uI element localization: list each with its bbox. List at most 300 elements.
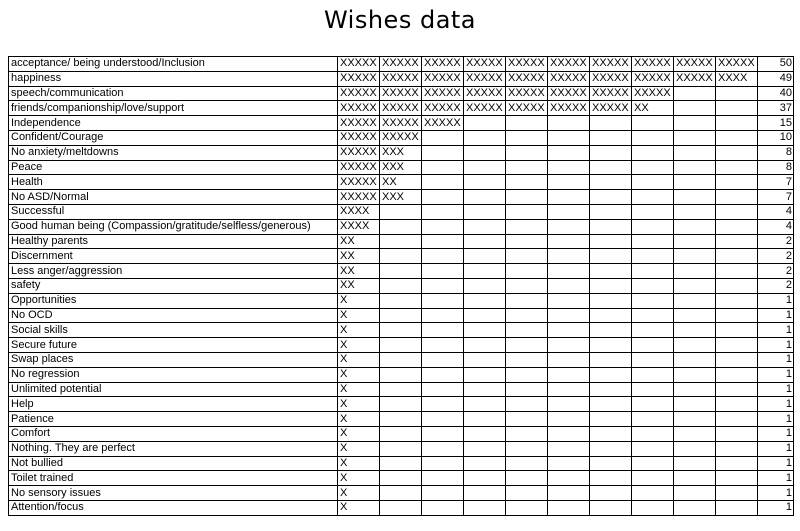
row-count: 7 — [758, 190, 794, 205]
tally-cell — [506, 456, 548, 471]
table-row — [9, 190, 794, 205]
tally-cell — [716, 500, 758, 515]
tally-cell — [506, 116, 548, 131]
tally-cell — [674, 426, 716, 441]
tally-cell: XXX — [380, 145, 422, 160]
tally-cell: XXXXX — [380, 71, 422, 86]
tally-cell — [506, 160, 548, 175]
tally-cell: XXXXX — [464, 71, 506, 86]
tally-cell — [506, 338, 548, 353]
tally-cell — [464, 160, 506, 175]
tally-cell — [716, 175, 758, 190]
tally-cell — [548, 456, 590, 471]
tally-cell — [548, 264, 590, 279]
tally-cell: XX — [632, 101, 674, 116]
tally-cell: X — [338, 486, 380, 501]
tally-cell — [674, 175, 716, 190]
row-label: Unlimited potential — [9, 382, 338, 397]
row-label: No ASD/Normal — [9, 190, 338, 205]
tally-cell — [548, 471, 590, 486]
tally-cell — [548, 426, 590, 441]
tally-cell: X — [338, 293, 380, 308]
tally-cell — [506, 130, 548, 145]
tally-cell — [716, 441, 758, 456]
tally-cell — [590, 130, 632, 145]
table-row — [9, 278, 794, 293]
row-label: No regression — [9, 367, 338, 382]
tally-cell — [464, 249, 506, 264]
tally-cell — [590, 308, 632, 323]
tally-cell — [632, 323, 674, 338]
tally-cell — [464, 412, 506, 427]
tally-cell — [590, 412, 632, 427]
row-label: Comfort — [9, 426, 338, 441]
tally-cell — [632, 397, 674, 412]
tally-cell — [464, 308, 506, 323]
tally-cell: X — [338, 500, 380, 515]
tally-cell — [506, 308, 548, 323]
tally-cell — [506, 293, 548, 308]
tally-cell: XXXXX — [590, 71, 632, 86]
tally-cell — [674, 278, 716, 293]
tally-cell — [548, 367, 590, 382]
tally-cell — [590, 486, 632, 501]
tally-cell — [674, 338, 716, 353]
tally-cell — [464, 278, 506, 293]
tally-cell — [464, 441, 506, 456]
tally-cell — [674, 323, 716, 338]
tally-cell — [632, 130, 674, 145]
tally-cell: XXXXX — [506, 101, 548, 116]
tally-cell: XXXXX — [422, 71, 464, 86]
tally-cell — [548, 219, 590, 234]
tally-cell: X — [338, 338, 380, 353]
tally-cell: X — [338, 382, 380, 397]
row-count: 7 — [758, 175, 794, 190]
tally-cell — [380, 264, 422, 279]
row-count: 1 — [758, 426, 794, 441]
tally-cell — [380, 367, 422, 382]
tally-cell — [590, 441, 632, 456]
tally-cell — [380, 323, 422, 338]
tally-cell — [506, 145, 548, 160]
row-label: Confident/Courage — [9, 130, 338, 145]
row-label: Health — [9, 175, 338, 190]
tally-cell — [380, 486, 422, 501]
tally-cell — [380, 352, 422, 367]
tally-cell — [548, 323, 590, 338]
tally-cell — [590, 278, 632, 293]
tally-cell — [632, 249, 674, 264]
tally-cell: XXXXX — [548, 57, 590, 72]
row-count: 1 — [758, 323, 794, 338]
tally-cell — [506, 323, 548, 338]
tally-cell — [716, 130, 758, 145]
tally-cell — [716, 264, 758, 279]
tally-cell — [716, 486, 758, 501]
tally-cell — [716, 278, 758, 293]
tally-cell — [464, 145, 506, 160]
tally-cell — [590, 175, 632, 190]
row-label: No sensory issues — [9, 486, 338, 501]
tally-cell — [422, 382, 464, 397]
table-row — [9, 367, 794, 382]
table-row — [9, 204, 794, 219]
tally-cell — [380, 219, 422, 234]
tally-cell — [674, 130, 716, 145]
table-row — [9, 412, 794, 427]
tally-cell — [506, 234, 548, 249]
row-count: 4 — [758, 204, 794, 219]
tally-cell — [674, 352, 716, 367]
tally-cell: XXXXX — [590, 86, 632, 101]
tally-cell: XXXXX — [464, 57, 506, 72]
table-row — [9, 86, 794, 101]
tally-cell — [716, 338, 758, 353]
tally-cell: XXXXX — [632, 71, 674, 86]
tally-cell — [674, 486, 716, 501]
tally-cell: XX — [338, 249, 380, 264]
tally-cell — [422, 175, 464, 190]
tally-cell: XXXXX — [422, 101, 464, 116]
tally-cell: X — [338, 471, 380, 486]
row-count: 1 — [758, 456, 794, 471]
tally-cell — [506, 278, 548, 293]
tally-cell — [506, 397, 548, 412]
tally-cell — [506, 426, 548, 441]
tally-cell — [548, 278, 590, 293]
tally-cell — [590, 264, 632, 279]
row-label: No anxiety/meltdowns — [9, 145, 338, 160]
tally-cell — [380, 308, 422, 323]
tally-cell: XXXXX — [632, 57, 674, 72]
tally-cell: X — [338, 412, 380, 427]
tally-cell — [716, 204, 758, 219]
tally-cell — [422, 130, 464, 145]
row-label: Attention/focus — [9, 500, 338, 515]
row-count: 2 — [758, 234, 794, 249]
row-count: 49 — [758, 71, 794, 86]
tally-cell: XXXXX — [338, 71, 380, 86]
tally-cell — [380, 397, 422, 412]
tally-cell — [548, 500, 590, 515]
tally-cell: XXXX — [338, 204, 380, 219]
tally-cell — [464, 382, 506, 397]
row-count: 8 — [758, 160, 794, 175]
tally-cell: XXXXX — [380, 130, 422, 145]
tally-cell — [506, 264, 548, 279]
tally-cell: XXXXX — [548, 86, 590, 101]
tally-cell — [716, 145, 758, 160]
tally-cell — [464, 352, 506, 367]
tally-cell: XXXXX — [338, 86, 380, 101]
tally-cell — [506, 352, 548, 367]
tally-cell — [506, 500, 548, 515]
tally-cell — [548, 234, 590, 249]
table-row — [9, 441, 794, 456]
tally-cell — [464, 338, 506, 353]
tally-cell — [674, 234, 716, 249]
tally-cell — [716, 219, 758, 234]
tally-cell — [422, 249, 464, 264]
tally-cell — [380, 456, 422, 471]
tally-cell: XXXXX — [464, 101, 506, 116]
row-label: Help — [9, 397, 338, 412]
tally-cell: X — [338, 397, 380, 412]
row-count: 1 — [758, 441, 794, 456]
tally-cell: XX — [338, 264, 380, 279]
tally-cell — [632, 352, 674, 367]
tally-cell — [716, 367, 758, 382]
row-label: speech/communication — [9, 86, 338, 101]
tally-cell — [716, 382, 758, 397]
tally-cell — [422, 426, 464, 441]
row-count: 1 — [758, 308, 794, 323]
row-label: Successful — [9, 204, 338, 219]
tally-cell — [548, 352, 590, 367]
tally-cell — [674, 219, 716, 234]
tally-cell — [716, 101, 758, 116]
tally-cell — [380, 234, 422, 249]
tally-cell — [674, 116, 716, 131]
tally-cell — [548, 412, 590, 427]
tally-cell — [632, 471, 674, 486]
table-row — [9, 426, 794, 441]
tally-cell — [632, 456, 674, 471]
tally-cell — [632, 145, 674, 160]
row-label: Toilet trained — [9, 471, 338, 486]
tally-cell: XXXXX — [422, 116, 464, 131]
table-row — [9, 130, 794, 145]
tally-cell — [590, 204, 632, 219]
tally-cell — [674, 367, 716, 382]
tally-cell — [422, 190, 464, 205]
tally-cell — [422, 338, 464, 353]
tally-cell — [422, 160, 464, 175]
table-row — [9, 116, 794, 131]
tally-cell: XXXX — [338, 219, 380, 234]
tally-cell — [422, 219, 464, 234]
row-count: 50 — [758, 57, 794, 72]
row-count: 10 — [758, 130, 794, 145]
tally-cell — [380, 338, 422, 353]
tally-cell — [380, 382, 422, 397]
tally-cell — [716, 234, 758, 249]
row-label: Peace — [9, 160, 338, 175]
tally-cell — [464, 456, 506, 471]
tally-cell: XXXXX — [380, 116, 422, 131]
tally-cell — [632, 204, 674, 219]
row-count: 1 — [758, 382, 794, 397]
tally-cell — [548, 293, 590, 308]
row-count: 15 — [758, 116, 794, 131]
row-label: friends/companionship/love/support — [9, 101, 338, 116]
page-title: Wishes data — [323, 6, 477, 34]
tally-cell — [716, 293, 758, 308]
tally-cell — [548, 190, 590, 205]
tally-cell — [674, 249, 716, 264]
tally-cell — [464, 397, 506, 412]
tally-cell: XXXXX — [380, 101, 422, 116]
tally-cell: XXXXX — [590, 57, 632, 72]
tally-cell: XXXXX — [338, 145, 380, 160]
row-label: acceptance/ being understood/Inclusion — [9, 57, 338, 72]
row-count: 2 — [758, 249, 794, 264]
tally-cell — [590, 367, 632, 382]
tally-cell — [674, 190, 716, 205]
tally-cell: X — [338, 441, 380, 456]
tally-cell — [674, 382, 716, 397]
row-label: Discernment — [9, 249, 338, 264]
tally-cell — [380, 412, 422, 427]
row-count: 1 — [758, 500, 794, 515]
tally-cell — [422, 352, 464, 367]
tally-cell — [506, 486, 548, 501]
tally-cell — [506, 204, 548, 219]
tally-cell — [590, 456, 632, 471]
tally-cell — [632, 382, 674, 397]
tally-cell — [380, 204, 422, 219]
tally-cell — [632, 308, 674, 323]
wishes-table — [8, 56, 794, 516]
tally-cell: XXXXX — [422, 57, 464, 72]
tally-cell — [716, 456, 758, 471]
row-label: Healthy parents — [9, 234, 338, 249]
row-count: 1 — [758, 486, 794, 501]
table-body — [9, 57, 794, 516]
table-row — [9, 264, 794, 279]
tally-cell — [422, 264, 464, 279]
table-row — [9, 175, 794, 190]
table-row — [9, 293, 794, 308]
tally-cell — [632, 338, 674, 353]
row-count: 1 — [758, 471, 794, 486]
tally-cell — [464, 264, 506, 279]
table-row — [9, 382, 794, 397]
tally-cell — [380, 471, 422, 486]
tally-cell — [674, 293, 716, 308]
tally-cell — [506, 441, 548, 456]
tally-cell — [464, 367, 506, 382]
tally-cell: XXXXX — [338, 116, 380, 131]
row-label: Good human being (Compassion/gratitude/selfless/generous) — [9, 219, 338, 234]
tally-cell — [422, 486, 464, 501]
tally-cell — [632, 219, 674, 234]
tally-cell: XXXXX — [338, 130, 380, 145]
tally-cell — [590, 426, 632, 441]
tally-cell — [464, 323, 506, 338]
tally-cell — [548, 397, 590, 412]
tally-cell — [590, 352, 632, 367]
tally-cell — [548, 308, 590, 323]
tally-cell — [590, 190, 632, 205]
tally-cell — [632, 190, 674, 205]
tally-cell: XXXXX — [548, 101, 590, 116]
row-count: 2 — [758, 278, 794, 293]
row-label: Less anger/aggression — [9, 264, 338, 279]
tally-cell — [380, 293, 422, 308]
tally-cell: XXXXX — [422, 86, 464, 101]
row-label: Secure future — [9, 338, 338, 353]
row-count: 1 — [758, 293, 794, 308]
tally-cell — [548, 338, 590, 353]
tally-cell: X — [338, 456, 380, 471]
row-label: Independence — [9, 116, 338, 131]
tally-cell: X — [338, 323, 380, 338]
tally-cell: XX — [338, 234, 380, 249]
tally-cell — [506, 175, 548, 190]
tally-cell: X — [338, 367, 380, 382]
table-row — [9, 338, 794, 353]
tally-cell — [422, 293, 464, 308]
tally-cell — [464, 486, 506, 501]
tally-cell — [674, 101, 716, 116]
tally-cell — [464, 234, 506, 249]
table-row — [9, 456, 794, 471]
tally-cell — [548, 160, 590, 175]
tally-cell — [716, 426, 758, 441]
tally-cell — [422, 412, 464, 427]
tally-cell — [716, 323, 758, 338]
tally-cell — [632, 486, 674, 501]
tally-cell — [716, 116, 758, 131]
table-row — [9, 145, 794, 160]
row-count: 2 — [758, 264, 794, 279]
tally-cell — [464, 471, 506, 486]
row-count: 1 — [758, 367, 794, 382]
tally-cell — [548, 441, 590, 456]
tally-cell — [590, 116, 632, 131]
tally-cell — [632, 441, 674, 456]
tally-cell — [464, 175, 506, 190]
tally-cell — [674, 412, 716, 427]
tally-cell — [464, 426, 506, 441]
tally-cell — [716, 308, 758, 323]
tally-cell — [674, 397, 716, 412]
row-count: 1 — [758, 397, 794, 412]
tally-cell — [464, 219, 506, 234]
tally-cell — [422, 456, 464, 471]
tally-cell — [632, 367, 674, 382]
tally-cell — [422, 145, 464, 160]
tally-cell — [590, 500, 632, 515]
tally-cell — [464, 116, 506, 131]
tally-cell — [464, 204, 506, 219]
table-row — [9, 486, 794, 501]
table-row — [9, 308, 794, 323]
tally-cell: XXXXX — [338, 175, 380, 190]
tally-cell — [590, 382, 632, 397]
row-count: 37 — [758, 101, 794, 116]
table-row — [9, 500, 794, 515]
tally-cell — [422, 278, 464, 293]
tally-cell — [506, 190, 548, 205]
tally-cell — [674, 86, 716, 101]
tally-cell — [632, 412, 674, 427]
tally-cell: XXXXX — [464, 86, 506, 101]
tally-cell — [506, 382, 548, 397]
tally-cell — [716, 86, 758, 101]
tally-cell — [590, 293, 632, 308]
tally-cell: XXX — [380, 160, 422, 175]
tally-cell — [380, 278, 422, 293]
tally-cell — [506, 412, 548, 427]
table-row — [9, 397, 794, 412]
tally-cell — [548, 204, 590, 219]
tally-cell: XXXXX — [506, 71, 548, 86]
tally-cell: X — [338, 308, 380, 323]
tally-cell — [674, 441, 716, 456]
